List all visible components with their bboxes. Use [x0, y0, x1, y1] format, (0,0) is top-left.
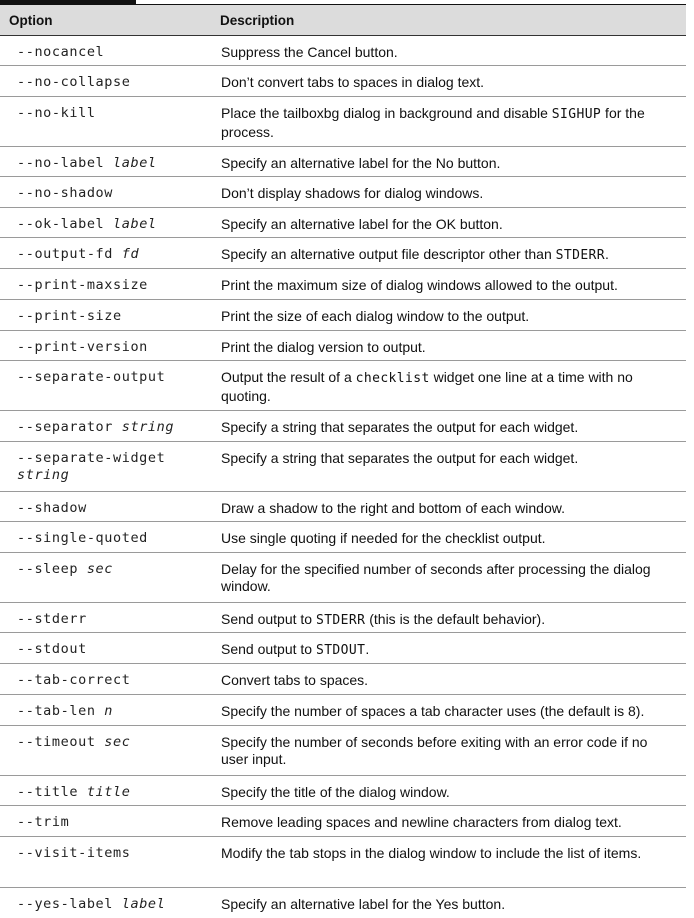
description-cell	[211, 300, 686, 331]
option-argument: string	[121, 419, 175, 435]
description-cell	[211, 664, 686, 695]
option-name: --nocancel	[17, 44, 105, 60]
table-row	[0, 411, 686, 442]
table-row	[0, 269, 686, 300]
description-text: Output the result of a	[221, 369, 356, 385]
option-name: --trim	[17, 814, 70, 830]
inline-code: STDERR	[555, 248, 606, 263]
option-argument: sec	[86, 561, 114, 577]
table-row	[0, 776, 686, 806]
option-cell	[0, 837, 211, 888]
description-text: Specify a string that separates the output for each widget.	[221, 450, 579, 466]
description-cell	[211, 888, 686, 918]
option-name: --tab-correct	[17, 672, 131, 688]
description-text: widget one line at a time with no quoting.	[221, 369, 633, 404]
option-cell	[0, 147, 211, 177]
options-table	[0, 5, 686, 918]
table-header	[0, 5, 686, 36]
description-text: Modify the tab stops in the dialog window to include the list of items.	[221, 845, 642, 861]
option-cell	[0, 553, 211, 603]
description-text: Convert tabs to spaces.	[221, 672, 369, 688]
description-cell	[211, 147, 686, 177]
option-name: --separator	[17, 419, 114, 435]
description-text: for the process.	[221, 105, 645, 140]
option-name: --stderr	[17, 611, 87, 627]
option-name: --separate-widget	[17, 450, 166, 466]
option-name: --output-fd	[17, 246, 114, 262]
description-text: Specify an alternative label for the No button.	[221, 155, 501, 171]
description-text: Specify a string that separates the output for each widget.	[221, 419, 579, 435]
option-name: --separate-output	[17, 369, 166, 385]
option-name: --print-maxsize	[17, 277, 148, 293]
option-cell	[0, 238, 211, 269]
description-cell	[211, 776, 686, 806]
table-row	[0, 553, 686, 603]
option-cell	[0, 177, 211, 208]
description-cell	[211, 603, 686, 633]
option-name: --stdout	[17, 641, 87, 657]
option-argument: label	[121, 896, 166, 912]
table-row	[0, 208, 686, 238]
description-text: Specify the number of spaces a tab character uses (the default is 8).	[221, 703, 645, 719]
description-text: Send output to	[221, 641, 316, 657]
table-row	[0, 238, 686, 269]
table-row	[0, 97, 686, 147]
table-row	[0, 664, 686, 695]
option-cell	[0, 97, 211, 147]
description-text: Specify an alternative label for the Yes button.	[221, 896, 506, 912]
description-cell	[211, 522, 686, 553]
description-text: Specify an alternative label for the OK button.	[221, 216, 503, 232]
inline-code: SIGHUP	[551, 107, 602, 122]
description-column-header: Description	[211, 5, 686, 36]
option-cell	[0, 664, 211, 695]
description-text: Specify the title of the dialog window.	[221, 784, 450, 800]
description-cell	[211, 269, 686, 300]
description-cell	[211, 208, 686, 238]
option-argument: fd	[121, 246, 140, 262]
table-body	[0, 36, 686, 918]
option-column-header: Option	[0, 5, 211, 36]
option-cell	[0, 361, 211, 411]
description-cell	[211, 66, 686, 97]
table-row	[0, 806, 686, 837]
option-argument: title	[86, 784, 131, 800]
header-row	[0, 5, 686, 36]
option-name: --no-shadow	[17, 185, 114, 201]
description-text: Use single quoting if needed for the checklist output.	[221, 530, 546, 546]
description-text: .	[365, 641, 370, 657]
table-row	[0, 36, 686, 66]
table-row	[0, 888, 686, 918]
table-row	[0, 633, 686, 664]
option-cell	[0, 776, 211, 806]
option-cell	[0, 411, 211, 442]
description-text: Draw a shadow to the right and bottom of each window.	[221, 500, 565, 516]
option-cell	[0, 492, 211, 522]
option-name: --visit-items	[17, 845, 131, 861]
option-cell	[0, 603, 211, 633]
description-cell	[211, 331, 686, 361]
option-name: --print-size	[17, 308, 122, 324]
option-cell	[0, 36, 211, 66]
description-text: Remove leading spaces and newline characters from dialog text.	[221, 814, 622, 830]
option-argument: label	[113, 155, 157, 171]
description-text: Place the tailboxbg dialog in background and disable	[221, 105, 552, 121]
description-text: Print the maximum size of dialog windows allowed to the output.	[221, 277, 618, 293]
option-name: --no-collapse	[17, 74, 131, 90]
description-cell	[211, 837, 686, 888]
option-name: --shadow	[17, 500, 87, 516]
table-row	[0, 837, 686, 888]
option-cell	[0, 695, 211, 726]
description-cell	[211, 553, 686, 603]
description-text: (this is the default behavior).	[365, 611, 546, 627]
inline-code: checklist	[355, 371, 430, 386]
description-cell	[211, 36, 686, 66]
option-name: --no-kill	[17, 105, 96, 121]
option-argument: sec	[104, 734, 131, 750]
option-cell	[0, 208, 211, 238]
description-text: Delay for the specified number of seconds after processing the dialog window.	[221, 561, 651, 594]
option-argument: label	[113, 216, 157, 232]
description-text: Send output to	[221, 611, 316, 627]
description-text: Don’t display shadows for dialog windows.	[221, 185, 484, 201]
option-argument: n	[104, 703, 114, 719]
table-row	[0, 361, 686, 411]
option-cell	[0, 726, 211, 776]
inline-code: STDOUT	[315, 643, 366, 658]
table-row	[0, 522, 686, 553]
description-text: Don’t convert tabs to spaces in dialog text.	[221, 74, 485, 90]
option-name: --timeout	[17, 734, 96, 750]
description-cell	[211, 442, 686, 492]
option-name: --title	[17, 784, 79, 800]
option-name: --sleep	[17, 561, 79, 577]
table-row	[0, 726, 686, 776]
table-row	[0, 147, 686, 177]
option-cell	[0, 269, 211, 300]
option-cell	[0, 806, 211, 837]
description-text: Print the size of each dialog window to the output.	[221, 308, 530, 324]
option-name: --yes-label	[17, 896, 114, 912]
table-row	[0, 442, 686, 492]
option-cell	[0, 633, 211, 664]
inline-code: STDERR	[315, 613, 366, 628]
option-cell	[0, 888, 211, 918]
description-text: Print the dialog version to output.	[221, 339, 426, 355]
table-row	[0, 177, 686, 208]
description-cell	[211, 726, 686, 776]
option-argument: string	[17, 466, 70, 483]
option-name: --print-version	[17, 339, 148, 355]
description-cell	[211, 238, 686, 269]
table-row	[0, 603, 686, 633]
description-cell	[211, 97, 686, 147]
option-cell	[0, 331, 211, 361]
description-text: Specify an alternative output file descriptor other than	[221, 246, 556, 262]
description-text: .	[605, 246, 609, 262]
option-cell	[0, 522, 211, 553]
description-cell	[211, 695, 686, 726]
option-cell	[0, 442, 211, 492]
table-row	[0, 331, 686, 361]
option-name: --no-label	[17, 155, 105, 171]
option-name: --single-quoted	[17, 530, 148, 546]
table-row	[0, 66, 686, 97]
description-text: Specify the number of seconds before exiting with an error code if no user input.	[221, 734, 648, 767]
table-row	[0, 695, 686, 726]
table-row	[0, 492, 686, 522]
description-cell	[211, 411, 686, 442]
option-cell	[0, 66, 211, 97]
option-name: --tab-len	[17, 703, 96, 719]
option-name: --ok-label	[17, 216, 105, 232]
description-cell	[211, 806, 686, 837]
description-cell	[211, 492, 686, 522]
description-cell	[211, 633, 686, 664]
option-cell	[0, 300, 211, 331]
description-cell	[211, 177, 686, 208]
table-row	[0, 300, 686, 331]
description-cell	[211, 361, 686, 411]
description-text: Suppress the Cancel button.	[221, 44, 398, 60]
